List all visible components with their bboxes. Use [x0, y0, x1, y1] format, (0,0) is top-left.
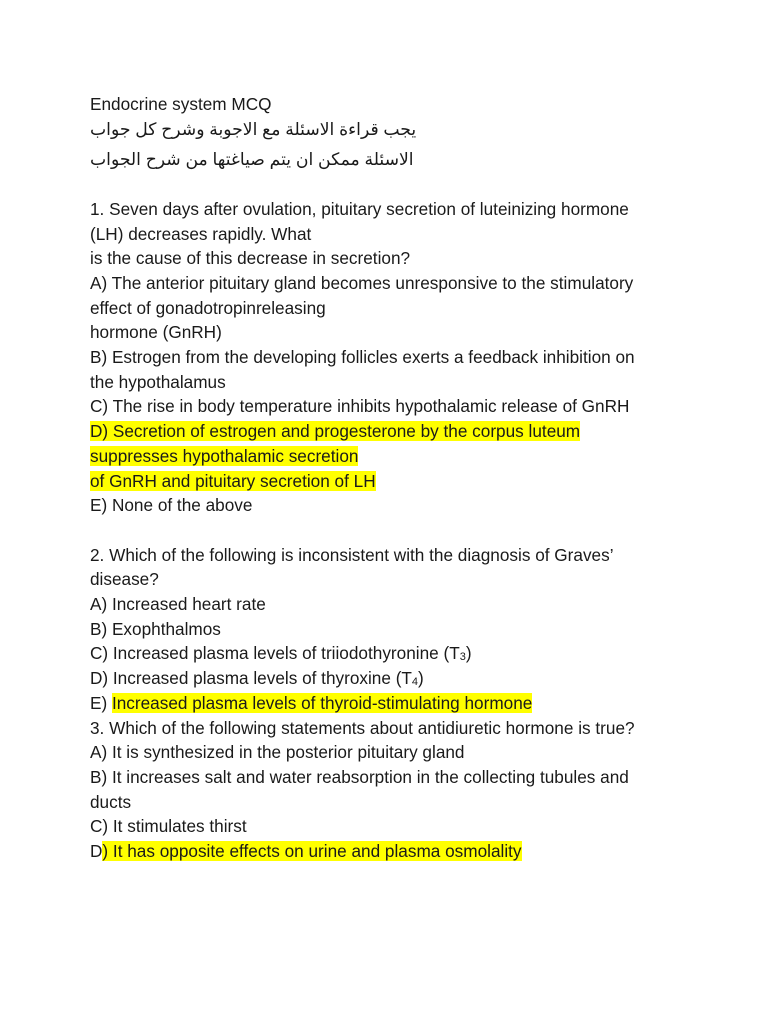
- question-1-option-e: E) None of the above: [90, 495, 253, 516]
- subscript-4: 4: [411, 676, 419, 689]
- document-page: [90, 92, 690, 864]
- option-d-text: D) Increased plasma levels of thyroxine (T: [90, 668, 412, 689]
- question-2-option-a: A) Increased heart rate: [90, 594, 266, 615]
- question-3-option-a: A) It is synthesized in the posterior pituitary gland: [90, 742, 465, 763]
- answer-highlight: suppresses hypothalamic secretion: [90, 445, 359, 466]
- question-3-option-b-line-1: B) It increases salt and water reabsorption in the collecting tubules and: [90, 766, 629, 787]
- question-1-option-c: C) The rise in body temperature inhibits hypothalamic release of GnRH: [90, 396, 630, 417]
- question-1-option-a-line-1: A) The anterior pituitary gland becomes unresponsive to the stimulatory: [90, 272, 634, 293]
- question-1-option-a-line-3: hormone (GnRH): [90, 322, 222, 343]
- answer-highlight: ) It has opposite effects on urine and plasma osmolality: [102, 841, 522, 862]
- question-2-option-b: B) Exophthalmos: [90, 618, 221, 639]
- closing-paren: ): [465, 643, 472, 664]
- option-d-prefix: D: [90, 841, 103, 862]
- arabic-instruction-2: الاسئلة ممكن ان يتم صياغتها من شرح الجواب: [90, 149, 414, 170]
- question-1-text-line-3: is the cause of this decrease in secretion?: [90, 248, 411, 269]
- question-2: [90, 543, 690, 716]
- answer-highlight: Increased plasma levels of thyroid-stimulating hormone: [111, 692, 533, 713]
- arabic-instruction-1: يجب قراءة الاسئلة مع الاجوبة وشرح كل جواب: [90, 118, 417, 139]
- question-1: [90, 197, 690, 518]
- question-2-option-e: [90, 691, 690, 716]
- question-2-option-d: [90, 666, 690, 691]
- option-c-text: C) Increased plasma levels of triiodothyronine (T: [90, 643, 460, 664]
- question-2-text-line-1: 2. Which of the following is inconsistent with the diagnosis of Graves’: [90, 544, 614, 565]
- question-1-option-b-line-1: B) Estrogen from the developing follicles exerts a feedback inhibition on: [90, 347, 635, 368]
- question-1-text-line-1: 1. Seven days after ovulation, pituitary secretion of luteinizing hormone: [90, 198, 629, 219]
- closing-paren: ): [418, 668, 424, 689]
- question-3-option-b-line-2: ducts: [90, 791, 132, 812]
- question-1-text-line-2: (LH) decreases rapidly. What: [90, 223, 312, 244]
- subscript-3: 3: [459, 651, 466, 664]
- option-e-prefix: E): [90, 692, 112, 713]
- answer-highlight: of GnRH and pituitary secretion of LH: [90, 470, 376, 491]
- question-1-option-d-line-1: [90, 419, 690, 444]
- question-1-option-a-line-2: effect of gonadotropinreleasing: [90, 297, 326, 318]
- question-3-text-line-1: 3. Which of the following statements about antidiuretic hormone is true?: [90, 717, 635, 738]
- question-1-option-b-line-2: the hypothalamus: [90, 371, 226, 392]
- question-3-option-c: C) It stimulates thirst: [90, 816, 247, 837]
- question-1-option-d-line-2: [90, 444, 690, 469]
- document-title: Endocrine system MCQ: [90, 94, 272, 114]
- answer-highlight: D) Secretion of estrogen and progesterone by the corpus luteum: [90, 421, 581, 442]
- question-3: [90, 716, 690, 864]
- question-3-option-d: [90, 839, 690, 864]
- question-2-option-c: [90, 641, 690, 666]
- question-1-option-d-line-3: [90, 469, 690, 494]
- question-2-text-line-2: disease?: [90, 569, 159, 590]
